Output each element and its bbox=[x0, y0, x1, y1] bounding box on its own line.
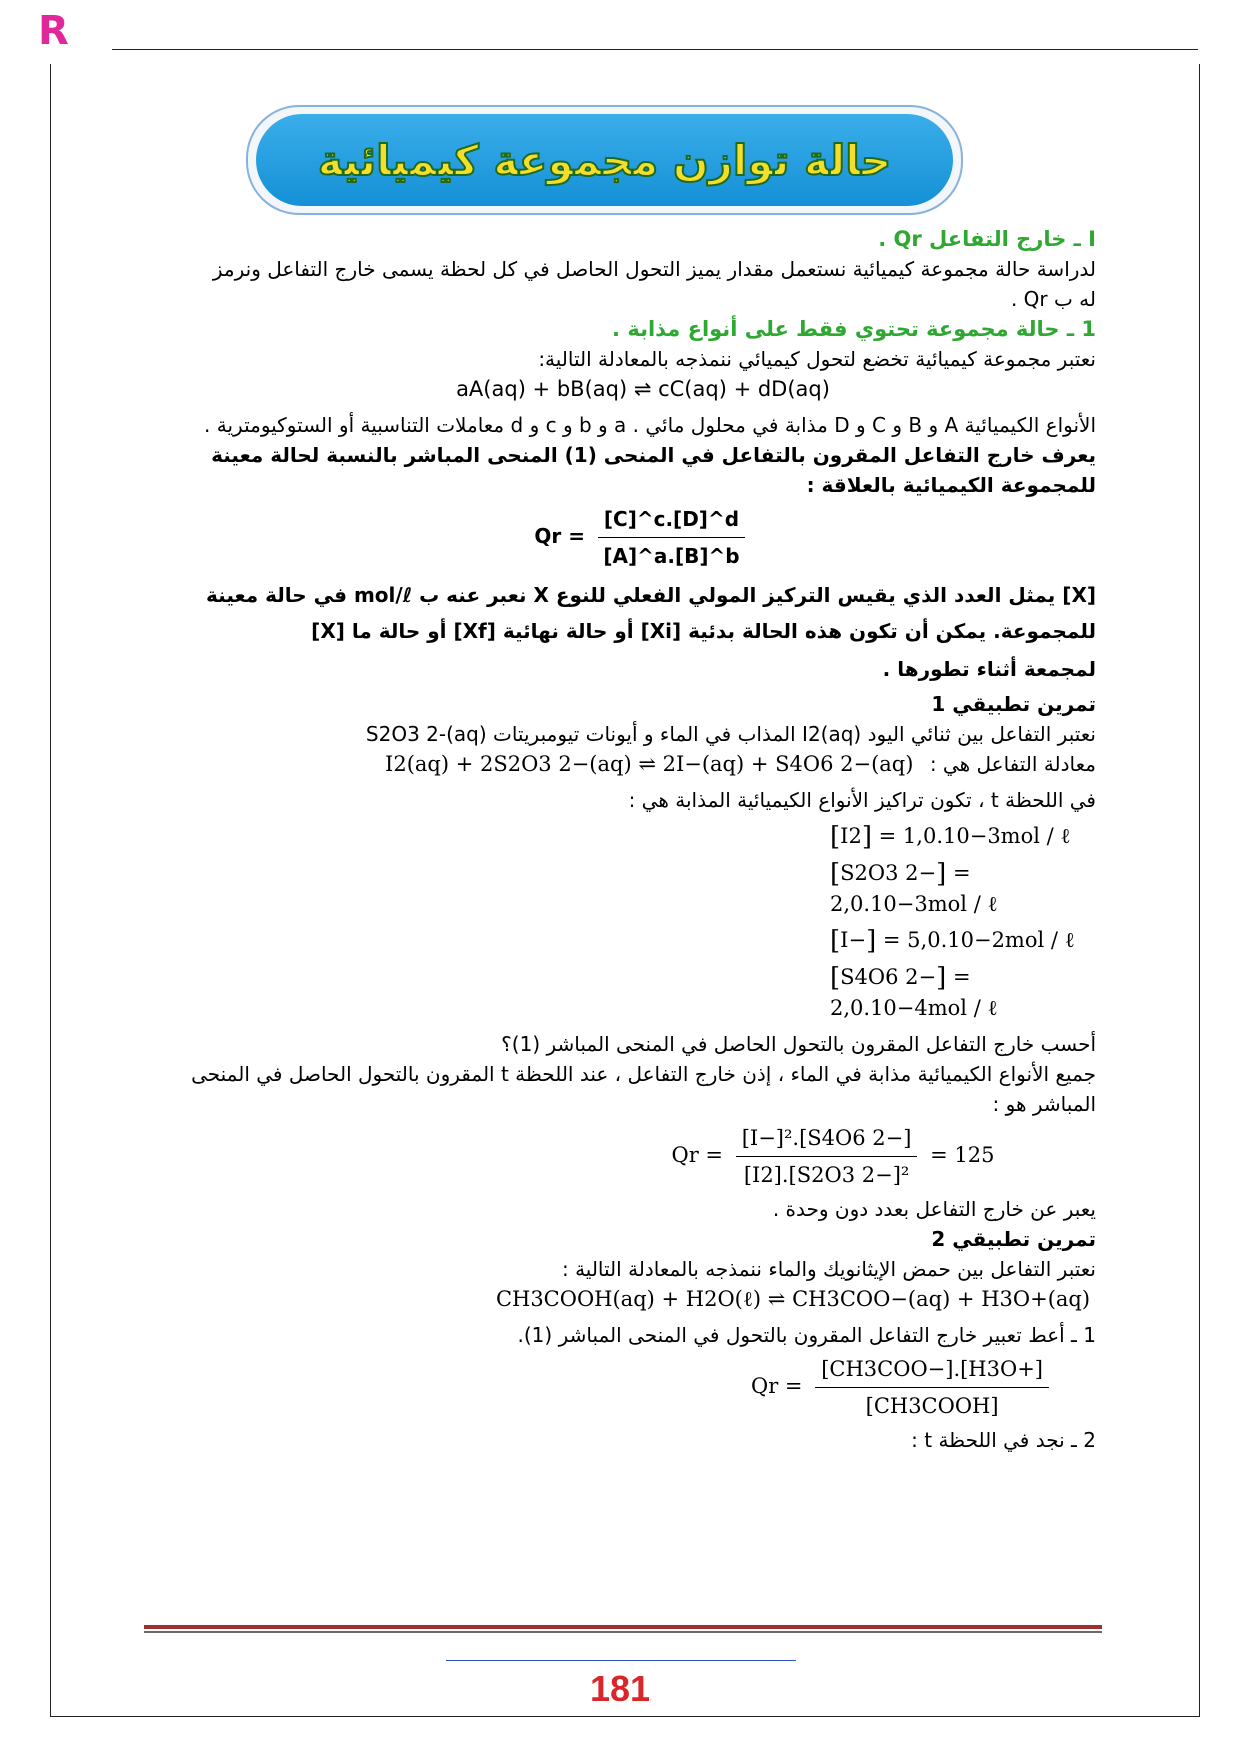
species-note: الأنواع الكيميائية A و B و C و D مذابة في محلول مائي . a و b و c و d معاملات التناسبية أو الستوكيومترية . bbox=[204, 413, 1096, 437]
species: I2 bbox=[840, 824, 862, 848]
species: S4O6 2− bbox=[840, 965, 937, 989]
qr-result: = 125 bbox=[930, 1143, 995, 1167]
species: I− bbox=[840, 928, 867, 952]
exercise-1-equation-line bbox=[190, 749, 1096, 779]
qr-denominator: [I2].[S2O3 2−]² bbox=[743, 1163, 910, 1187]
title-banner bbox=[246, 105, 963, 215]
concentration-value: = 2,0.10−4mol / ℓ bbox=[830, 965, 998, 1020]
exercise-1-qr bbox=[190, 1123, 1096, 1190]
concentration-row: [S4O6 2−] = 2,0.10−4mol / ℓ bbox=[830, 963, 998, 1020]
qr-definition: يعرف خارج التفاعل المقرون بالتفاعل في المنحى (1) المنحى المباشر بالنسبة لحالة معينة للمجموعة الكيميائية بالعلاقة : bbox=[211, 443, 1096, 497]
sub-heading: 1 ـ حالة مجموعة تحتوي فقط على أنواع مذابة . bbox=[612, 317, 1096, 341]
exercise-1-answer: جميع الأنواع الكيميائية مذابة في الماء ، إذن خارج التفاعل ، عند اللحظة t المقرون بالتحول الحاصل في المنحى المباشر هو : bbox=[191, 1062, 1096, 1116]
exercise-2-equation: CH3COOH(aq) + H2O(ℓ) ⇌ CH3COO−(aq) + H3O+(aq) bbox=[495, 1287, 1091, 1311]
qr-label: Qr = bbox=[671, 1143, 724, 1167]
qr-fraction bbox=[736, 1123, 918, 1190]
qr-numerator: [C]^c.[D]^d bbox=[598, 504, 745, 538]
footer-rule-thin bbox=[144, 1631, 1102, 1633]
qr-numerator: [I−]².[S4O6 2−] bbox=[736, 1123, 918, 1157]
concentration-note-end: لمجمعة أثناء تطورها . bbox=[882, 657, 1096, 681]
exercise-1-note: يعبر عن خارج التفاعل بعدد دون وحدة . bbox=[772, 1197, 1096, 1221]
concentration-value: = 1,0.10−3mol / ℓ bbox=[878, 824, 1071, 848]
qr-label: Qr = bbox=[534, 524, 585, 548]
page-number: 181 bbox=[589, 1668, 651, 1709]
concentration-row: [S2O3 2−] = 2,0.10−3mol / ℓ bbox=[830, 859, 998, 916]
concentration-note: [X] يمثل العدد الذي يقيس التركيز المولي الفعلي للنوع X نعبر عنه ب mol/ℓ في حالة معينة للمجموعة. يمكن أن تكون هذه الحالة بدئية [Xi] أو حالة نهائية [Xf] أو حالة ما [X] bbox=[206, 583, 1096, 643]
concentration-value: = 5,0.10−2mol / ℓ bbox=[882, 928, 1075, 952]
exercise-2-title: تمرين تطبيقي 2 bbox=[931, 1227, 1096, 1251]
exercise-2-qr bbox=[190, 1354, 1096, 1421]
footer-link-line bbox=[446, 1660, 796, 1661]
content bbox=[190, 224, 1096, 1455]
qr-denominator: [A]^a.[B]^b bbox=[603, 544, 740, 568]
exercise-2-question-1: 1 ـ أعط تعبير خارج التفاعل المقرون بالتحول في المنحى المباشر (1). bbox=[517, 1323, 1096, 1347]
exercise-1-equation: I2(aq) + 2S2O3 2−(aq) ⇌ 2I−(aq) + S4O6 2−(aq) bbox=[385, 752, 914, 776]
qr-denominator: [CH3COOH] bbox=[865, 1394, 999, 1418]
exercise-1-intro: نعتبر التفاعل بين ثنائي اليود I2(aq) المذاب في الماء و أيونات تيومبريتات S2O3 2-(aq) bbox=[365, 722, 1096, 746]
title-banner-inner bbox=[256, 114, 953, 206]
logo: R bbox=[38, 8, 68, 54]
concentration-row: [I−] = 5,0.10−2mol / ℓ bbox=[830, 926, 1075, 956]
general-equation: aA(aq) + bB(aq) ⇌ cC(aq) + dD(aq) bbox=[456, 377, 830, 401]
exercise-2-question-2: 2 ـ نجد في اللحظة t : bbox=[911, 1428, 1096, 1452]
qr-label: Qr = bbox=[751, 1374, 803, 1398]
page-title: حالة توازن مجموعة كيميائية bbox=[317, 135, 892, 185]
concentration-value: = 2,0.10−3mol / ℓ bbox=[830, 861, 998, 916]
equation-label: معادلة التفاعل هي : bbox=[929, 752, 1096, 776]
concentrations-intro: في اللحظة t ، تكون تراكيز الأنواع الكيميائية المذابة هي : bbox=[628, 788, 1096, 812]
exercise-2-intro: نعتبر التفاعل بين حمض الإيثانويك والماء ننمذجه بالمعادلة التالية : bbox=[561, 1257, 1096, 1281]
consider-text: نعتبر مجموعة كيميائية تخضع لتحول كيميائي ننمذجه بالمعادلة التالية: bbox=[538, 347, 1096, 371]
species: S2O3 2− bbox=[840, 861, 937, 885]
intro-paragraph: لدراسة حالة مجموعة كيميائية نستعمل مقدار يميز التحول الحاصل في كل لحظة يسمى خارج التفاعل ونرمز له ب Qr . bbox=[212, 257, 1096, 311]
section-heading: I ـ خارج التفاعل Qr . bbox=[878, 227, 1096, 251]
qr-general-formula bbox=[190, 504, 1096, 571]
exercise-1-title: تمرين تطبيقي 1 bbox=[931, 692, 1096, 716]
qr-numerator: [CH3COO−].[H3O+] bbox=[815, 1354, 1049, 1388]
qr-fraction bbox=[815, 1354, 1049, 1421]
qr-fraction bbox=[597, 504, 745, 571]
footer-rule bbox=[144, 1625, 1102, 1629]
concentration-row: [I2] = 1,0.10−3mol / ℓ bbox=[830, 822, 1071, 852]
exercise-1-question: أحسب خارج التفاعل المقرون بالتحول الحاصل في المنحى المباشر (1)؟ bbox=[501, 1032, 1096, 1056]
top-rule bbox=[112, 49, 1198, 50]
